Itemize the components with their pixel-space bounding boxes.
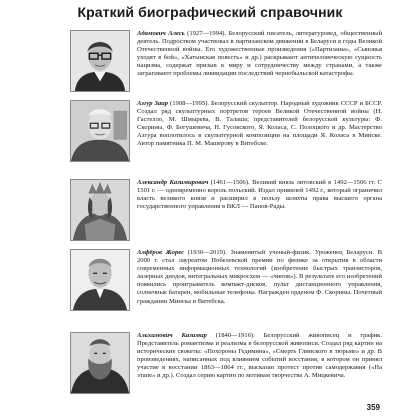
person-name: Алфёров Жорес	[137, 249, 185, 256]
person-description: Знаменитый ученый-физик. Уроженец Беларуси. В 2000 г. стал лауреатом Нобелевской премии по физике за открытия в области современных информационных технологий (изобретение быстрых транзисторов, лазерных диодов, интегральных микросхем — «чипов»). В результате его изобретений появились проигрыватель компакт-дисков, пульт дистанционного управления, солнечные батареи, мобильные телефоны. Награжден орденом Ф. Скорины. Почетный гражданин Минска и Витебска.	[137, 249, 383, 305]
biography-entry	[70, 179, 382, 245]
person-years: (1927—1994).	[187, 30, 227, 37]
person-name: Азгур Заир	[137, 100, 169, 107]
portrait-photo	[70, 332, 130, 394]
biography-entry	[70, 249, 382, 315]
biography-text	[137, 100, 382, 149]
person-description: Великий князь литовский в 1492—1506 гг. С 1501 г. — одновременно король польский. Издал привилей 1492 г., который ограничил власть великого князя и расширил в пользу шляхты права высшего органа государственного управления в ВКЛ — Панов-Рады.	[137, 179, 383, 211]
biography-entry	[70, 30, 382, 96]
biography-entry	[70, 332, 382, 398]
biography-text	[137, 249, 382, 306]
person-name: Альхимович Казимир	[137, 332, 207, 339]
portrait-photo	[70, 249, 130, 311]
biography-entry	[70, 100, 382, 166]
person-years: (1461—1506).	[210, 179, 250, 186]
biography-text	[137, 179, 382, 211]
person-years: (1908—1995).	[170, 100, 210, 107]
person-description: Белорусский писатель, литературовед, общественный деятель. Подростком участвовал в партизанском движении в Беларуси в годы Великой Отечественной войны. Его художественные произведения («Партизаны», «Сыновья уходят в бой», «Хатынская повесть» и др.) раскрывают античеловеческую сущность нацизма, содержат призыв к миру и сотрудничеству между странами, а также затрагивают проблемы ликвидации последствий чернобыльской катастрофы.	[137, 30, 382, 78]
page-title: Краткий биографический справочник	[77, 4, 343, 20]
portrait-painting	[70, 179, 130, 241]
portrait-photo	[70, 30, 130, 92]
person-description: Белорусский живописец и график. Представитель романтизма и реализма в белорусской живописи. Создал ряд картин на исторические сюжеты: «Похороны Гедимина», «Смерть Глинского в тюрьме» и др. В произведениях, написанных под влиянием событий восстания, в котором он принял участие в восстании 1863—1864 гг., высказан протест против самодержавия («На этапе» и др.). Создал серию картин по мотивам творчества А. Мицкевича.	[137, 332, 383, 380]
person-name: Адамович Алесь	[137, 30, 185, 37]
person-years: (1930—2019).	[187, 249, 227, 256]
biography-text	[137, 332, 382, 381]
person-years: (1840—1916).	[215, 332, 255, 339]
portrait-photo	[70, 100, 130, 162]
person-description: Белорусский скульптор. Народный художник СССР и БССР. Создал ряд скульптурных портретов героев Великой Отечественной войны (Н. Гастелло, М. Шмырева, В. Талаша; представителей белорусской культуры: Ф. Скорины, Ф. Богушевича, Н. Гусовского, Я. Коласа, С. Полоцкого и др. Мастерство Азгура воплотилось в скульптурной композиции на площади Я. Коласа в Минске. Автор памятника П. М. Машерову в Витебске.	[137, 100, 382, 148]
page-number: 359	[366, 403, 380, 412]
person-name: Александр Казимирович	[137, 179, 209, 186]
biography-text	[137, 30, 382, 79]
